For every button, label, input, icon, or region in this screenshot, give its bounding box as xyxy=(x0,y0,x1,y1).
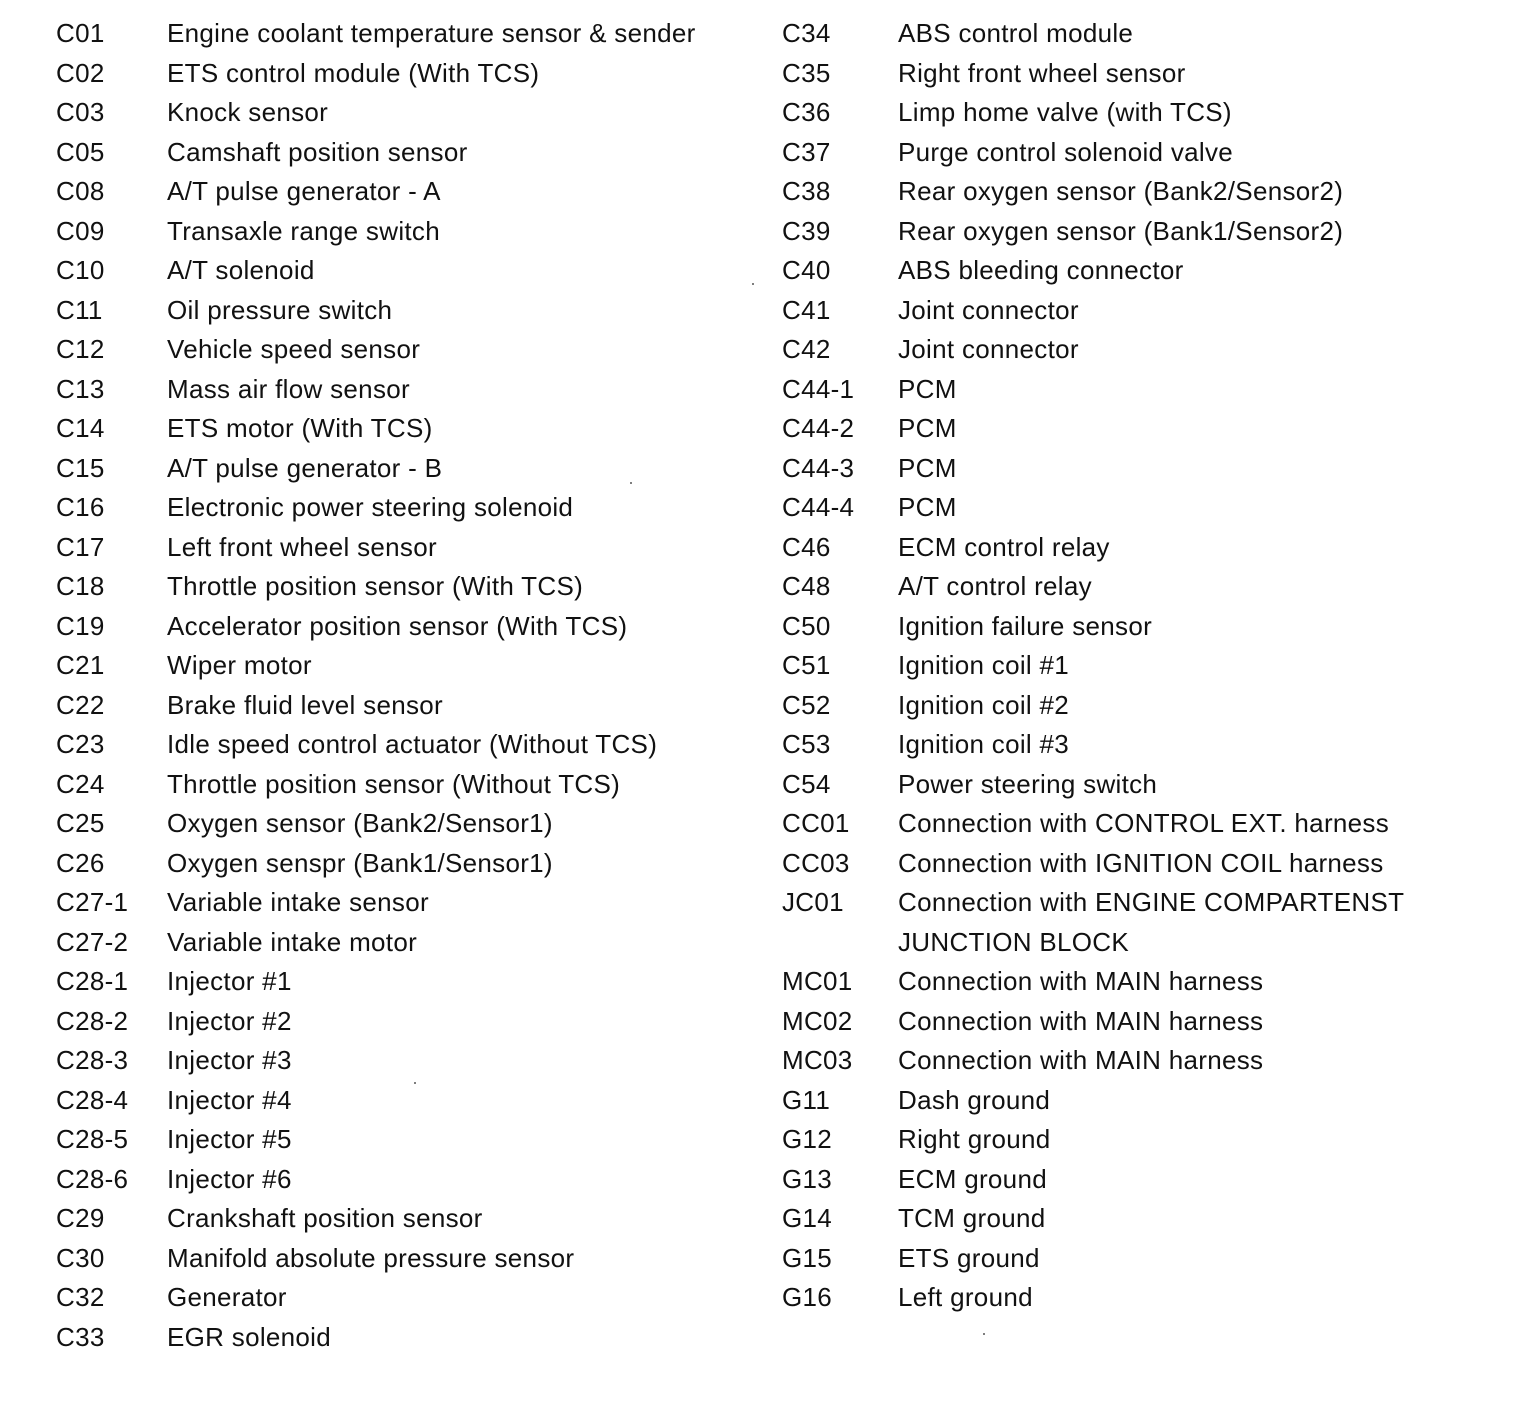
scan-speck xyxy=(630,482,632,484)
connector-row xyxy=(56,765,756,805)
connector-description: A/T solenoid xyxy=(167,255,315,285)
left-connector-list xyxy=(56,14,756,1357)
connector-code: G16 xyxy=(782,1282,833,1312)
connector-code: C09 xyxy=(56,215,105,246)
connector-description: Oxygen sensor (Bank2/Sensor1) xyxy=(167,808,553,838)
connector-description: Throttle position sensor (Without TCS) xyxy=(167,768,621,799)
connector-row xyxy=(56,1239,756,1279)
connector-row xyxy=(782,1278,1512,1318)
connector-code: G13 xyxy=(782,1163,833,1194)
connector-row xyxy=(782,765,1512,805)
connector-code: MC01 xyxy=(782,966,853,996)
connector-row xyxy=(56,646,756,686)
connector-row xyxy=(782,1239,1512,1279)
connector-row xyxy=(56,449,756,489)
connector-description: Rear oxygen sensor (Bank2/Sensor2) xyxy=(898,176,1344,206)
connector-description: ETS motor (With TCS) xyxy=(167,413,433,443)
connector-description: Injector #3 xyxy=(167,1045,292,1075)
connector-description: TCM ground xyxy=(898,1203,1046,1233)
connector-code: C30 xyxy=(56,1242,105,1273)
connector-description: Right ground xyxy=(898,1124,1051,1154)
connector-row xyxy=(782,54,1512,94)
connector-code: C36 xyxy=(782,97,831,127)
connector-row xyxy=(56,607,756,647)
connector-code: C39 xyxy=(782,215,831,246)
connector-row xyxy=(782,1160,1512,1200)
connector-code: CC03 xyxy=(782,847,850,878)
connector-row xyxy=(782,567,1512,607)
connector-code: C18 xyxy=(56,571,105,601)
connector-row xyxy=(56,725,756,765)
connector-row xyxy=(782,251,1512,291)
connector-description: Left front wheel sensor xyxy=(167,531,437,562)
connector-row xyxy=(782,370,1512,410)
connector-row xyxy=(782,93,1512,133)
connector-code: C19 xyxy=(56,610,105,641)
connector-row xyxy=(56,1318,756,1358)
connector-code: MC03 xyxy=(782,1045,853,1075)
scan-speck xyxy=(983,1333,985,1335)
connector-code: C22 xyxy=(56,689,105,720)
connector-code: C48 xyxy=(782,571,831,601)
connector-code: C37 xyxy=(782,136,831,167)
connector-row xyxy=(782,1081,1512,1121)
connector-code: C41 xyxy=(782,294,831,325)
connector-code: C28-6 xyxy=(56,1163,129,1194)
connector-code: C34 xyxy=(782,18,831,48)
connector-row xyxy=(782,607,1512,647)
connector-description: Mass air flow sensor xyxy=(167,373,410,404)
connector-description: ETS ground xyxy=(898,1242,1040,1273)
connector-row xyxy=(56,370,756,410)
connector-row xyxy=(782,923,1512,963)
connector-description: Connection with ENGINE COMPARTENST xyxy=(898,887,1405,917)
connector-code: C25 xyxy=(56,808,105,838)
connector-description: Rear oxygen sensor (Bank1/Sensor2) xyxy=(898,215,1344,246)
connector-description: Limp home valve (with TCS) xyxy=(898,97,1232,127)
connector-row xyxy=(782,1120,1512,1160)
connector-code: C17 xyxy=(56,531,105,562)
connector-description: Brake fluid level sensor xyxy=(167,689,443,720)
connector-row xyxy=(782,528,1512,568)
connector-row xyxy=(782,449,1512,489)
scan-speck xyxy=(414,1082,416,1084)
connector-row xyxy=(56,291,756,331)
connector-row xyxy=(56,1199,756,1239)
connector-code: C03 xyxy=(56,97,105,127)
connector-code: G11 xyxy=(782,1084,831,1115)
connector-description: Throttle position sensor (With TCS) xyxy=(167,571,584,601)
connector-description: ETS control module (With TCS) xyxy=(167,57,540,88)
connector-code: C51 xyxy=(782,650,831,680)
connector-description: ABS bleeding connector xyxy=(898,255,1184,285)
connector-code: C33 xyxy=(56,1321,105,1352)
connector-description: JUNCTION BLOCK xyxy=(898,926,1130,957)
connector-row xyxy=(782,1002,1512,1042)
connector-description: Engine coolant temperature sensor & sender xyxy=(167,18,696,48)
connector-row xyxy=(56,212,756,252)
connector-code: G14 xyxy=(782,1203,833,1233)
connector-row xyxy=(56,1160,756,1200)
connector-description: Injector #6 xyxy=(167,1163,292,1194)
connector-code: C44-1 xyxy=(782,373,855,404)
connector-code: C44-2 xyxy=(782,413,855,443)
connector-code: C14 xyxy=(56,413,105,443)
connector-row xyxy=(56,686,756,726)
connector-code: C28-3 xyxy=(56,1045,129,1075)
connector-row xyxy=(782,488,1512,528)
connector-code: C44-3 xyxy=(782,452,855,483)
connector-row xyxy=(56,1081,756,1121)
connector-row xyxy=(782,646,1512,686)
connector-row xyxy=(782,962,1512,1002)
connector-description: PCM xyxy=(898,452,957,483)
connector-row xyxy=(782,725,1512,765)
connector-description: Injector #5 xyxy=(167,1124,292,1154)
connector-description: Ignition coil #3 xyxy=(898,729,1070,759)
connector-code: C13 xyxy=(56,373,105,404)
connector-row xyxy=(56,1041,756,1081)
connector-description: Right front wheel sensor xyxy=(898,57,1186,88)
connector-code: C27-2 xyxy=(56,926,129,957)
connector-row xyxy=(56,804,756,844)
connector-description: Oxygen senspr (Bank1/Sensor1) xyxy=(167,847,553,878)
connector-description: Purge control solenoid valve xyxy=(898,136,1234,167)
connector-description: Electronic power steering solenoid xyxy=(167,492,574,522)
connector-row xyxy=(56,923,756,963)
connector-code: C16 xyxy=(56,492,105,522)
connector-row xyxy=(56,14,756,54)
connector-row xyxy=(56,962,756,1002)
connector-description: PCM xyxy=(898,492,957,522)
connector-description: ECM control relay xyxy=(898,531,1110,562)
connector-description: Generator xyxy=(167,1282,287,1312)
connector-description: Variable intake motor xyxy=(167,926,418,957)
connector-code: C50 xyxy=(782,610,831,641)
connector-code: C24 xyxy=(56,768,105,799)
connector-row xyxy=(56,93,756,133)
connector-row xyxy=(56,330,756,370)
connector-description: Knock sensor xyxy=(167,97,329,127)
connector-code: G15 xyxy=(782,1242,833,1273)
connector-description: Transaxle range switch xyxy=(167,215,440,246)
connector-row xyxy=(56,488,756,528)
scan-speck xyxy=(752,283,754,285)
connector-description: Manifold absolute pressure sensor xyxy=(167,1242,575,1273)
connector-row xyxy=(56,133,756,173)
connector-code: C28-5 xyxy=(56,1124,129,1154)
connector-description: ABS control module xyxy=(898,18,1134,48)
connector-description: Joint connector xyxy=(898,294,1079,325)
connector-description: Injector #1 xyxy=(167,966,292,996)
connector-code: C08 xyxy=(56,176,105,206)
connector-row xyxy=(56,1278,756,1318)
connector-description: EGR solenoid xyxy=(167,1321,332,1352)
connector-code: C29 xyxy=(56,1203,105,1233)
connector-description: Ignition coil #2 xyxy=(898,689,1070,720)
connector-code: C35 xyxy=(782,57,831,88)
connector-row xyxy=(782,844,1512,884)
connector-description: PCM xyxy=(898,413,957,443)
connector-row xyxy=(56,567,756,607)
connector-row xyxy=(782,1041,1512,1081)
connector-description: A/T pulse generator - A xyxy=(167,176,441,206)
connector-description: Accelerator position sensor (With TCS) xyxy=(167,610,628,641)
connector-description: Connection with MAIN harness xyxy=(898,1005,1264,1036)
connector-description: Camshaft position sensor xyxy=(167,136,468,167)
connector-code: C28-4 xyxy=(56,1084,129,1115)
connector-description: A/T pulse generator - B xyxy=(167,452,443,483)
connector-row xyxy=(782,804,1512,844)
connector-description: Joint connector xyxy=(898,334,1079,364)
connector-code: MC02 xyxy=(782,1005,853,1036)
connector-code: C10 xyxy=(56,255,105,285)
connector-code: C11 xyxy=(56,294,103,325)
connector-code: C01 xyxy=(56,18,105,48)
right-connector-list xyxy=(782,14,1512,1318)
connector-code: C23 xyxy=(56,729,105,759)
connector-description: Idle speed control actuator (Without TCS) xyxy=(167,729,658,759)
connector-row xyxy=(56,883,756,923)
connector-row xyxy=(56,251,756,291)
connector-code: C42 xyxy=(782,334,831,364)
connector-description: ECM ground xyxy=(898,1163,1047,1194)
connector-code: C15 xyxy=(56,452,105,483)
connector-code: C28-1 xyxy=(56,966,129,996)
connector-code: G12 xyxy=(782,1124,833,1154)
connector-code: C05 xyxy=(56,136,105,167)
connector-code: C21 xyxy=(56,650,105,680)
connector-description: Left ground xyxy=(898,1282,1033,1312)
connector-code: C38 xyxy=(782,176,831,206)
connector-row xyxy=(56,172,756,212)
connector-description: Ignition coil #1 xyxy=(898,650,1070,680)
connector-code: C32 xyxy=(56,1282,105,1312)
connector-code: C28-2 xyxy=(56,1005,129,1036)
connector-code: C53 xyxy=(782,729,831,759)
connector-row xyxy=(782,14,1512,54)
connector-description: Connection with IGNITION COIL harness xyxy=(898,847,1384,878)
connector-description: Injector #2 xyxy=(167,1005,292,1036)
connector-description: Connection with MAIN harness xyxy=(898,966,1264,996)
connector-row xyxy=(782,330,1512,370)
connector-row xyxy=(56,1002,756,1042)
connector-row xyxy=(782,409,1512,449)
connector-description: Variable intake sensor xyxy=(167,887,429,917)
connector-code: C26 xyxy=(56,847,105,878)
connector-code: CC01 xyxy=(782,808,850,838)
connector-row xyxy=(56,528,756,568)
connector-description: Crankshaft position sensor xyxy=(167,1203,483,1233)
connector-code: C44-4 xyxy=(782,492,855,522)
connector-row xyxy=(782,133,1512,173)
connector-description: Wiper motor xyxy=(167,650,312,680)
connector-description: PCM xyxy=(898,373,957,404)
connector-row xyxy=(56,844,756,884)
connector-description: Power steering switch xyxy=(898,768,1158,799)
connector-code: C12 xyxy=(56,334,105,364)
connector-code: C52 xyxy=(782,689,831,720)
connector-row xyxy=(782,172,1512,212)
connector-description: Oil pressure switch xyxy=(167,294,393,325)
connector-code: C02 xyxy=(56,57,105,88)
connector-description: A/T control relay xyxy=(898,571,1092,601)
connector-row xyxy=(56,409,756,449)
connector-row xyxy=(782,1199,1512,1239)
connector-code: C27-1 xyxy=(56,887,129,917)
connector-description: Connection with CONTROL EXT. harness xyxy=(898,808,1390,838)
connector-code: C46 xyxy=(782,531,831,562)
connector-row xyxy=(782,212,1512,252)
connector-description: Vehicle speed sensor xyxy=(167,334,421,364)
connector-description: Dash ground xyxy=(898,1084,1051,1115)
connector-row xyxy=(56,54,756,94)
connector-row xyxy=(782,686,1512,726)
connector-code: C54 xyxy=(782,768,831,799)
connector-description: Connection with MAIN harness xyxy=(898,1045,1264,1075)
connector-code: JC01 xyxy=(782,887,844,917)
connector-code: C40 xyxy=(782,255,831,285)
connector-row xyxy=(56,1120,756,1160)
connector-description: Ignition failure sensor xyxy=(898,610,1153,641)
connector-row xyxy=(782,883,1512,923)
connector-description: Injector #4 xyxy=(167,1084,292,1115)
connector-row xyxy=(782,291,1512,331)
